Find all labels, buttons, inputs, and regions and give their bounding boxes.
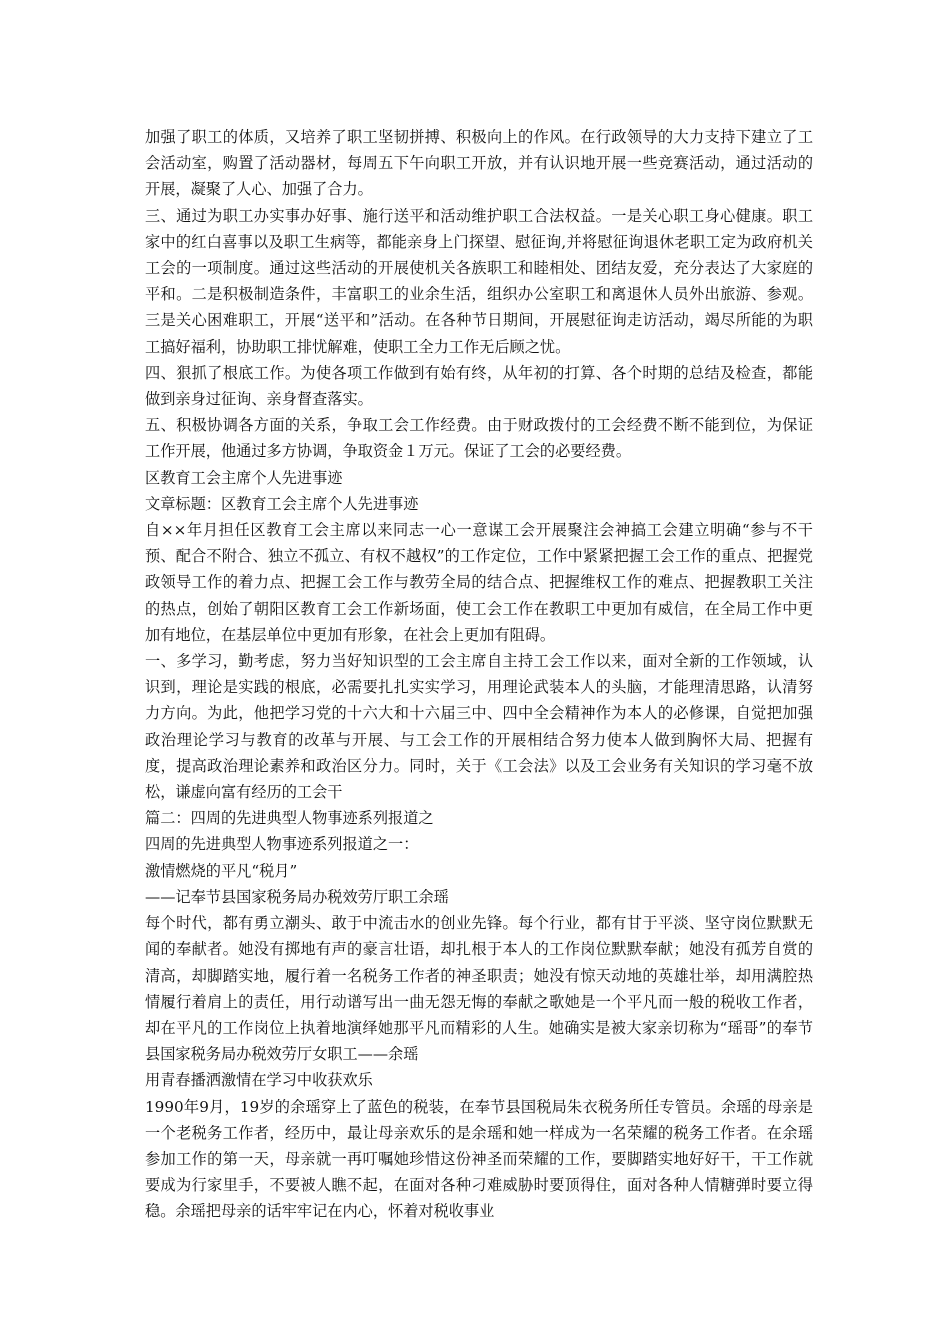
body-paragraph: 每个时代，都有勇立潮头、敢于中流击水的创业先锋。每个行业，都有甘于平淡、坚守岗位默默无闻的奉献者。她没有掷地有声的豪言壮语，却扎根于本人的工作岗位默默奉献；她没有孤芳自赏的清高，却脚踏实地，履行着一名税务工作者的神圣职责；她没有惊天动地的英雄壮举，却用满腔热情履行着肩上的责任，用行动谱写出一曲无怨无悔的奉献之歌她是一个平凡而一般的税收工作者，却在平凡的工作岗位上执着地演绎她那平凡而精彩的人生。她确实是被大家亲切称为“瑶哥”的奉节县国家税务局办税效劳厅女职工——余瑶 bbox=[145, 914, 813, 1064]
document-body bbox=[145, 124, 813, 1225]
story-title: 激情燃烧的平凡“税月” bbox=[145, 861, 298, 880]
body-paragraph: 自××年月担任区教育工会主席以来同志一心一意谋工会开展聚注会神搞工会建立明确“参与不干预、配合不附合、独立不孤立、有权不越权”的工作定位，工作中紧紧把握工会工作的重点、把握党政领导工作的着力点、把握工会工作与教劳全局的结合点、把握维权工作的难点、把握教职工关注的热点，创始了朝阳区教育工会工作新场面，使工会工作在教职工中更加有威信，在全局工作中更加有地位，在基层单位中更加有形象，在社会上更加有阻碍。 bbox=[145, 521, 813, 644]
chapter-heading: 篇二：四周的先进典型人物事迹系列报道之 bbox=[145, 809, 434, 828]
body-paragraph: 一、多学习，勤考虑，努力当好知识型的工会主席自主持工会工作以来，面对全新的工作领域，认识到，理论是实践的根底，必需要扎扎实实学习，用理论武装本人的头脑，才能理清思路，认清努力方向。为此，他把学习党的十六大和十六届三中、四中全会精神作为本人的必修课，自觉把加强政治理论学习与教育的改革与开展、与工会工作的开展相结合努力使本人做到胸怀大局、把握有度，提高政治理论素养和政治区分力。同时，关于《工会法》以及工会业务有关知识的学习毫不放松，谦虚向富有经历的工会干 bbox=[145, 652, 813, 802]
body-paragraph: 四、狠抓了根底工作。为使各项工作做到有始有终，从年初的打算、各个时期的总结及检查，都能做到亲身过征询、亲身督查落实。 bbox=[145, 363, 813, 409]
story-subtitle: ——记奉节县国家税务局办税效劳厅职工余瑶 bbox=[145, 887, 449, 906]
subsection-heading: 用青春播洒激情在学习中收获欢乐 bbox=[145, 1071, 373, 1090]
body-paragraph: 三、通过为职工办实事办好事、施行送平和活动维护职工合法权益。一是关心职工身心健康。职工家中的红白喜事以及职工生病等，都能亲身上门探望、慰征询,并将慰征询退休老职工定为政府机关工会的一项制度。通过这些活动的开展使机关各族职工和睦相处、团结友爱，充分表达了大家庭的平和。二是积极制造条件，丰富职工的业余生活，组织办公室职工和离退休人员外出旅游、参观。三是关心困难职工，开展“送平和”活动。在各种节日期间，开展慰征询走访活动，竭尽所能的为职工搞好福利，协助职工排忧解难，使职工全力工作无后顾之忧。 bbox=[145, 206, 813, 356]
body-paragraph: 加强了职工的体质，又培养了职工坚韧拼搏、积极向上的作风。在行政领导的大力支持下建立了工会活动室，购置了活动器材，每周五下午向职工开放，并有认识地开展一些竞赛活动，通过活动的开展，凝聚了人心、加强了合力。 bbox=[145, 128, 813, 199]
article-title-line: 文章标题：区教育工会主席个人先进事迹 bbox=[145, 494, 419, 513]
body-paragraph: 1990年9月，19岁的余瑶穿上了蓝色的税装，在奉节县国税局朱衣税务所任专管员。余瑶的母亲是一个老税务工作者，经历中，最让母亲欢乐的是余瑶和她一样成为一名荣耀的税务工作者。在余瑶参加工作的第一天，母亲就一再叮嘱她珍惜这份神圣而荣耀的工作，要脚踏实地好好干，干工作就要成为行家里手，不要被人瞧不起，在面对各种刁难威胁时要顶得住，面对各种人情糖弹时要立得稳。余瑶把母亲的话牢牢记在内心，怀着对税收事业 bbox=[145, 1097, 813, 1221]
body-paragraph: 五、积极协调各方面的关系，争取工会工作经费。由于财政拨付的工会经费不断不能到位，为保证工作开展，他通过多方协调，争取资金１万元。保证了工会的必要经费。 bbox=[145, 416, 813, 461]
series-heading: 四周的先进典型人物事迹系列报道之一： bbox=[145, 835, 419, 854]
section-title: 区教育工会主席个人先进事迹 bbox=[145, 468, 343, 487]
